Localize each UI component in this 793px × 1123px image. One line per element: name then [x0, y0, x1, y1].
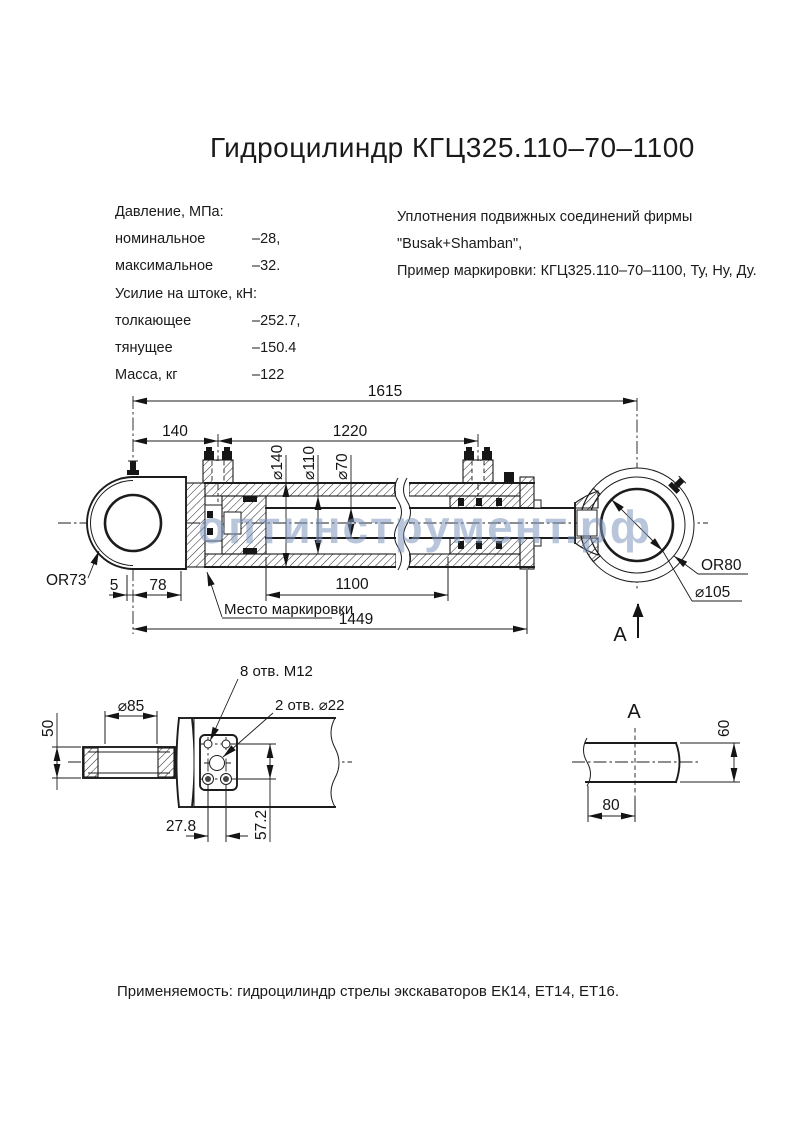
bolt: [223, 776, 229, 782]
spec-label: Давление, МПа:: [115, 204, 224, 220]
spec-value: –150.4: [252, 339, 297, 356]
dim-h60: 60: [716, 719, 733, 737]
spec-label: номинальное: [115, 231, 206, 248]
dim-x278: 27.8: [165, 818, 197, 835]
dim-width50: 50: [40, 719, 57, 737]
m12-hole: [222, 740, 230, 748]
spec-label: тянущее: [115, 339, 173, 356]
spec-row: [115, 204, 385, 231]
spec-value: –28,: [252, 231, 281, 248]
view-a-label: А: [627, 701, 641, 723]
label-or80: OR80: [701, 557, 742, 574]
spec-label: Усилие на штоке, кН:: [115, 285, 257, 302]
seal-note-line: Пример маркировки: КГЦ325.110–70–1100, Ту, Ну, Ду.: [397, 263, 757, 280]
spec-value: –32.: [252, 258, 281, 275]
application-note: Применяемость: гидроцилиндр стрелы экскаваторов ЕК14, ЕТ14, ЕТ16.: [117, 983, 620, 1000]
label-holes-d22: 2 отв. ⌀22: [275, 697, 345, 714]
dim-offset5: 5: [109, 577, 119, 594]
spec-label: максимальное: [115, 258, 214, 275]
dim-stroke1100: 1100: [335, 576, 369, 593]
spec-row: [115, 231, 385, 258]
label-holes-m12: 8 отв. М12: [240, 663, 313, 680]
dim-rod-diameter: ⌀70: [334, 453, 351, 480]
spec-row: [115, 367, 385, 394]
dim-len1449: 1449: [338, 611, 374, 628]
dim-f80: 80: [602, 797, 620, 814]
rod-end-detail-view: [40, 663, 352, 842]
view-a: [572, 701, 740, 822]
spec-label: толкающее: [115, 312, 192, 329]
left-eye-bore: [105, 495, 161, 551]
m12-hole: [204, 740, 212, 748]
spec-row: [115, 258, 385, 285]
specs-block: [115, 204, 385, 394]
dim-between-ports: 1220: [332, 423, 368, 440]
dim-overall: 1615: [367, 383, 403, 400]
dim-outer-diameter: ⌀140: [269, 444, 286, 480]
watermark: оптинструмент.рф: [198, 501, 653, 553]
label-or73: OR73: [46, 572, 87, 589]
spec-label: Масса, кг: [115, 367, 178, 384]
grease-fitting-icon: [127, 461, 139, 475]
seal-notes: [397, 204, 757, 286]
dim-thread-d85: ⌀85: [117, 698, 145, 715]
dim-to-port: 140: [162, 423, 188, 440]
dim-eye-diameter: ⌀105: [695, 584, 731, 601]
dim-bore-diameter: ⌀110: [301, 445, 318, 480]
spec-row: [115, 340, 385, 367]
label-marking-place: Место маркировки: [224, 601, 354, 618]
dim-head78: 78: [149, 577, 167, 594]
section-arrow-label: А: [613, 624, 627, 646]
spec-value: –252.7,: [252, 312, 301, 329]
seal-note-line: "Busak+Shamban",: [397, 236, 523, 253]
spec-row: [115, 313, 385, 340]
page-title: Гидроцилиндр КГЦ325.110–70–1100: [210, 132, 695, 163]
seal-note-line: Уплотнения подвижных соединений фирмы: [397, 209, 693, 225]
dim-y572: 57.2: [253, 809, 270, 840]
spec-value: –122: [252, 367, 285, 384]
left-eye: [87, 461, 186, 569]
spec-row: [115, 286, 385, 313]
bolt: [205, 776, 211, 782]
d22-hole: [210, 756, 225, 771]
